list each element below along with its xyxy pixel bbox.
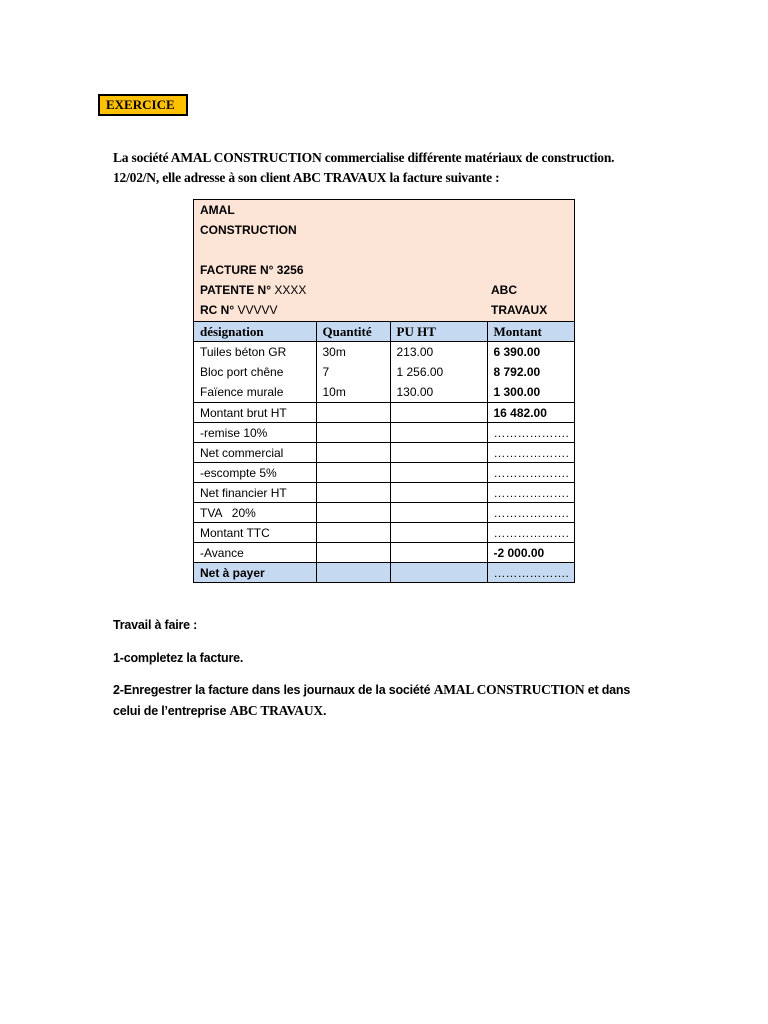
rc-label: RC N° — [200, 303, 235, 317]
summary-amount: -2 000.00 — [487, 543, 574, 563]
client-name-line-2: TRAVAUX — [491, 303, 548, 317]
intro-line-2: 12/02/N, elle adresse à son client ABC TRAVAUX la facture suivante : — [113, 170, 500, 185]
task-2-company: AMAL CONSTRUCTION — [433, 682, 585, 697]
seller-name-line-1: AMAL — [200, 203, 235, 217]
summary-row — [194, 463, 574, 483]
table-header-row — [194, 322, 574, 341]
item-designation: Tuiles béton GR — [194, 342, 316, 363]
tasks-heading: Travail à faire : — [113, 618, 198, 632]
summary-row-total — [194, 563, 574, 583]
item-unit-price: 130.00 — [390, 382, 487, 402]
summary-label: Montant TTC — [194, 523, 316, 543]
summary-label: -Avance — [194, 543, 316, 563]
task-2-line-1 — [113, 682, 630, 698]
invoice-summary — [194, 402, 574, 582]
summary-label: Net commercial — [194, 443, 316, 463]
summary-label: Net financier HT — [194, 483, 316, 503]
task-2-text: . — [322, 704, 327, 718]
item-unit-price: 1 256.00 — [390, 362, 487, 382]
summary-amount: ………………. — [487, 443, 574, 463]
summary-row — [194, 403, 574, 423]
patente-line — [200, 283, 306, 297]
item-quantity: 30m — [316, 342, 390, 363]
rc-value: VVVVV — [237, 303, 278, 317]
intro-paragraph — [113, 148, 673, 188]
summary-label: -escompte 5% — [194, 463, 316, 483]
intro-line-1: La société AMAL CONSTRUCTION commercialise différente matériaux de construction. — [113, 150, 615, 165]
item-unit-price: 213.00 — [390, 342, 487, 363]
invoice-items — [194, 341, 574, 402]
table-row — [194, 382, 574, 402]
summary-row — [194, 523, 574, 543]
patente-label: PATENTE N° — [200, 283, 272, 297]
column-header: Quantité — [316, 322, 390, 341]
summary-label: TVA 20% — [194, 503, 316, 523]
table-row — [194, 362, 574, 382]
task-2-text: 2-Enregestrer la facture dans les journaux de la société — [113, 683, 434, 697]
summary-row — [194, 423, 574, 443]
item-quantity: 7 — [316, 362, 390, 382]
task-2-text: et dans — [584, 683, 631, 697]
summary-amount: ………………. — [487, 463, 574, 483]
task-1: 1-completez la facture. — [113, 651, 244, 665]
invoice — [193, 199, 575, 583]
item-amount: 1 300.00 — [487, 382, 574, 402]
item-quantity: 10m — [316, 382, 390, 402]
task-2-client: ABC TRAVAUX — [229, 703, 323, 718]
summary-row — [194, 543, 574, 563]
summary-row — [194, 483, 574, 503]
summary-amount: 16 482.00 — [487, 403, 574, 423]
task-2-line-2 — [113, 703, 326, 719]
client-name-line-1: ABC — [491, 283, 517, 297]
column-header: PU HT — [390, 322, 487, 341]
item-designation: Bloc port chêne — [194, 362, 316, 382]
item-amount: 6 390.00 — [487, 342, 574, 363]
summary-amount: ………………. — [487, 563, 574, 583]
invoice-header — [194, 200, 574, 322]
patente-value: XXXX — [274, 283, 307, 297]
exercise-label: EXERCICE — [98, 94, 188, 116]
item-amount: 8 792.00 — [487, 362, 574, 382]
column-header: Montant — [487, 322, 574, 341]
summary-amount: ………………. — [487, 503, 574, 523]
summary-amount: ………………. — [487, 423, 574, 443]
rc-line — [200, 303, 278, 317]
summary-amount: ………………. — [487, 483, 574, 503]
summary-label: -remise 10% — [194, 423, 316, 443]
summary-label: Net à payer — [194, 563, 316, 583]
table-row — [194, 342, 574, 363]
summary-row — [194, 503, 574, 523]
column-header: désignation — [194, 322, 316, 341]
seller-name-line-2: CONSTRUCTION — [200, 223, 297, 237]
task-2-text: celui de l’entreprise — [113, 704, 230, 718]
invoice-number: FACTURE N° 3256 — [200, 263, 304, 277]
summary-label: Montant brut HT — [194, 403, 316, 423]
summary-row — [194, 443, 574, 463]
summary-amount: ………………. — [487, 523, 574, 543]
item-designation: Faïence murale — [194, 382, 316, 402]
invoice-table — [194, 322, 574, 341]
